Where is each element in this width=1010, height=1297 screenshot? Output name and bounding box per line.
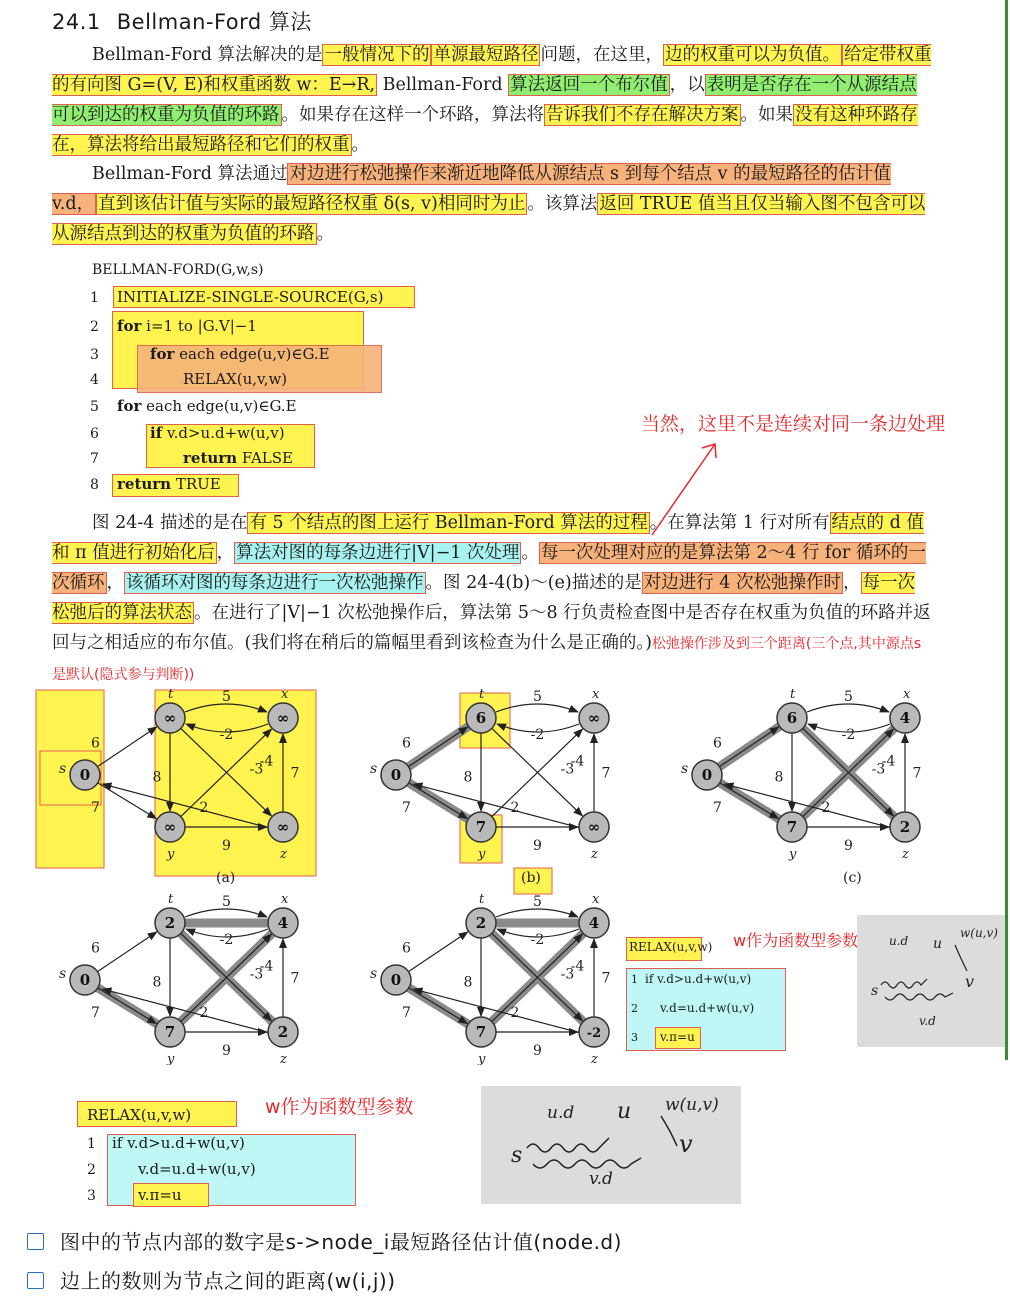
line-number: 5 [90,399,99,415]
algo-line [117,317,257,335]
algo-line [150,424,285,442]
node-name: z [902,847,909,862]
node-distance: 7 [786,818,798,836]
text: 图 24-4 描述的是在 [92,513,248,533]
edge [98,783,157,819]
edge-weight: 5 [844,689,853,705]
sketch-label: v.d [589,1169,613,1189]
node-distance: 7 [475,1023,487,1041]
edge-weight: -4 [881,753,896,770]
edge-weight: 2 [510,800,520,816]
node-distance: ∞ [163,709,177,727]
checkbox-icon[interactable] [27,1272,44,1289]
keyword: return [183,449,238,467]
line-number: 3 [87,1188,96,1204]
keyword: for [117,317,142,335]
edge-weight: 7 [601,970,611,987]
algo-line [183,449,293,467]
text: 。该算法 [527,194,598,214]
edge-weight: 9 [533,1043,542,1059]
highlight: 返回 TRUE 值当且仅当输入图不包含可以从源结点到达的权重为负值的环路 [52,194,926,244]
edge-weight: 5 [533,689,542,705]
text: 。在进行了|V|−1 次松弛操作后，算法第 5～8 行负责检查图中是否存在权重为负值的环路并返回与之相适应的布尔值。(我们将在稍后的篇幅里看到该检查为什么是正确的。) [52,603,931,653]
node-distance: 2 [277,1023,289,1041]
graph-(c) [681,687,921,862]
edge-weight: 8 [463,769,473,786]
node-distance: ∞ [276,818,290,836]
node-name: t [168,892,174,907]
highlight: 算法对图的每条边进行|V|−1 次处理 [236,543,520,563]
line-number: 1 [90,290,99,306]
edge-weight: 2 [199,1005,209,1021]
code-text: v.d>u.d+w(u,v) [162,424,285,442]
line-number: 4 [90,372,99,388]
node-name: y [478,847,486,862]
node-name: x [903,687,911,702]
node-name: t [790,687,796,702]
edge [97,932,156,972]
node-name: s [370,966,378,982]
node-distance: 2 [164,914,176,932]
sketch-label: u [933,936,943,952]
edge-weight: 7 [290,765,300,782]
edge-weight: 5 [222,689,231,705]
node-distance: -2 [586,1026,602,1041]
annotation-same-edge: 当然，这里不是连续对同一条边处理 [641,413,946,435]
code-text: each edge(u,v)∈G.E [174,345,330,363]
sketch-label: w(u,v) [665,1095,719,1115]
node-name: x [281,687,289,702]
edge-weight: -3 [560,966,575,983]
edge-weight: 5 [533,894,542,910]
graph-label-c: (c) [843,870,862,886]
node-name: t [479,687,485,702]
edge-weight: 6 [91,735,100,752]
line-number: 2 [631,1002,638,1015]
node-distance: ∞ [163,818,177,836]
node-name: z [591,847,598,862]
annotation-relax-distance: 松弛操作涉及到三个距离(三个点,其中源点s是默认(隐式参与判断)) [52,636,922,683]
sketch-label: v.d [919,1014,936,1028]
highlight: 每一次松弛后的算法状态 [52,573,916,623]
node-distance: ∞ [276,709,290,727]
highlight: 每一次处理对应的是算法第 2～4 行 for 循环的一次循环 [52,543,926,593]
edge-weight: 5 [222,894,231,910]
highlight: 表明是否存在一个从源结点可以到达的权重为负值的环路 [52,75,917,125]
line-number: 1 [87,1136,96,1152]
node-distance: 6 [786,709,798,727]
sketch-label: u.d [547,1103,575,1123]
edge-weight: -4 [259,753,274,770]
section-title [52,6,312,36]
sketch-label: v [965,972,975,991]
line-number: 7 [90,451,99,467]
highlight: 单源最短路径 [433,45,539,65]
node-distance: 6 [475,709,487,727]
edge [409,783,468,819]
highlight: 有 5 个结点的图上运行 Bellman-Ford 算法的过程 [249,513,648,533]
text: 。如果存在这样一个环路，算法将 [281,105,544,125]
text: 。 [351,135,369,155]
edge [807,704,889,712]
edge-weight: -3 [871,761,886,778]
line-number: 2 [90,319,99,335]
node-distance: 7 [164,1023,176,1041]
edge-weight: 8 [774,769,784,786]
relax-big-line: if v.d>u.d+w(u,v) [112,1134,245,1152]
node-distance: 0 [701,766,713,784]
edge [185,909,267,917]
node-distance: ∞ [587,818,601,836]
edge [496,909,578,917]
edge-weight: -2 [530,932,545,948]
sketch-label: v [679,1130,693,1158]
relax-small-title: RELAX(u,v,w) [629,940,713,954]
graph-(e) [370,892,610,1065]
graph-label-a: (a) [216,870,236,886]
highlight: 该循环对图的每条边进行一次松弛操作 [126,573,424,593]
highlight: 算法返回一个布尔值 [510,75,668,95]
edge-weight: 8 [152,769,162,786]
node-name: y [167,847,175,862]
text: 。如果 [740,105,793,125]
code-text: i=1 to |G.V|−1 [141,317,257,335]
edge-weight: -2 [219,727,234,743]
node-distance: 4 [588,914,600,932]
paragraph-relax [52,159,932,249]
node-name: y [478,1052,486,1065]
edge [719,727,778,767]
highlight: 没有这种环路存在，算法将给出最短路径和它们的权重 [52,105,918,155]
code-text: TRUE [171,475,221,493]
edge-weight: 7 [402,800,411,816]
edge-weight: -2 [841,727,856,743]
edge-weight: 6 [91,940,100,957]
edge-weight: 7 [713,800,722,816]
text: Bellman-Ford 算法解决的是 [92,45,323,65]
text: ， [106,573,124,593]
node-name: y [789,847,797,862]
graph-label-b: (b) [521,870,541,886]
highlight: 结点的 d 值和 π 值进行初始化后 [52,513,924,563]
edge-weight: -4 [259,958,274,975]
edge-weight: 9 [222,1043,231,1059]
highlight: 告诉我们不存在解决方案 [546,105,739,125]
node-name: t [479,892,485,907]
relax-big-title: RELAX(u,v,w) [87,1106,192,1124]
paragraph-intro [52,40,932,160]
edge-weight: 7 [402,1005,411,1021]
node-name: x [592,687,600,702]
section-number: 24.1 [52,10,101,34]
edge-weight: 7 [912,765,922,782]
edge-weight: 2 [510,1005,520,1021]
edge [720,783,779,819]
algo-line: RELAX(u,v,w) [183,370,288,388]
node-distance: 4 [277,914,289,932]
text: 。 [521,543,539,563]
edge-weight: 8 [463,974,473,991]
node-name: s [59,966,67,982]
relax-small-line: if v.d>u.d+w(u,v) [645,972,752,986]
node-distance: 7 [475,818,487,836]
line-number: 6 [90,426,99,442]
edge-weight: -4 [570,753,585,770]
edge-weight: -3 [249,966,264,983]
node-name: s [59,761,67,777]
keyword: if [150,424,163,442]
edge-weight: -3 [560,761,575,778]
edge-weight: 7 [91,1005,100,1021]
edge-weight: 2 [199,800,209,816]
algo-line [117,475,221,493]
highlight: 边的权重可以为负值。 [664,45,840,65]
section-heading: Bellman-Ford 算法 [116,10,312,34]
sketch-label: w(u,v) [960,926,998,940]
edge-weight: 9 [222,838,231,854]
highlight: 直到该估计值与实际的最短路径权重 δ(s, v)相同时为止 [98,194,526,214]
edge [97,727,156,767]
algo-header: BELLMAN-FORD(G,w,s) [92,262,264,278]
line-number: 3 [631,1031,638,1044]
node-distance: 0 [390,766,402,784]
node-distance: 2 [475,914,487,932]
relax-big-line: v.d=u.d+w(u,v) [138,1160,256,1178]
text: 问题，在这里， [540,45,663,65]
keyword: for [150,345,175,363]
node-name: z [280,847,287,862]
node-name: x [281,892,289,907]
edge [409,988,468,1024]
highlight: 给定带权重的有向图 G=(V, E)和权重函数 w：E→R, [52,45,932,95]
relax-small-line: v.π=u [660,1030,695,1044]
node-distance: 2 [899,818,911,836]
sketch-relax-big [481,1086,741,1204]
text: 。图 24-4(b)～(e)描述的是 [425,573,642,593]
code-text: each edge(u,v)∈G.E [141,397,297,415]
line-number: 8 [90,477,99,493]
node-distance: 0 [390,971,402,989]
edge-weight: 2 [821,800,831,816]
text: Bellman-Ford 算法通过 [92,164,288,184]
node-name: t [168,687,174,702]
node-distance: 0 [79,971,91,989]
relax-small-line: v.d=u.d+w(u,v) [660,1001,755,1015]
edge-weight: 9 [533,838,542,854]
algo-line: INITIALIZE-SINGLE-SOURCE(G,s) [117,288,384,306]
graph-(d) [59,892,299,1065]
node-name: s [370,761,378,777]
sketch-relax-small [857,915,1005,1047]
highlight: 对边进行 4 次松弛操作时 [643,573,842,593]
edge-weight: -2 [219,932,234,948]
text: Bellman-Ford [377,75,509,95]
edge [408,932,467,972]
edge-weight: 7 [290,970,300,987]
line-number: 3 [90,347,99,363]
text: ， [843,573,861,593]
edge-weight: 6 [402,940,411,957]
edge-weight: 8 [152,974,162,991]
sketch-label: u [617,1099,632,1124]
node-name: s [681,761,689,777]
text: ，以 [669,75,705,95]
annotation-w-function-2: w作为函数型参数 [265,1096,414,1118]
algo-line [117,397,297,415]
highlight: 一般情况下的 [324,45,430,65]
sketch-label: s [511,1143,523,1168]
graph-label-e: (e) [521,1058,541,1074]
annotation-w-function: w作为函数型参数 [733,931,859,950]
sketch-label: s [871,983,879,999]
text: ， [216,543,235,563]
keyword: for [117,397,142,415]
line-number: 2 [87,1162,96,1178]
edge-weight: 7 [91,800,100,816]
checklist-text: 边上的数则为节点之间的距离(w(i,j)) [60,1269,396,1293]
keyword: return [117,475,172,493]
node-name: z [280,1052,287,1065]
checklist-item[interactable] [27,1226,622,1255]
edge-weight: 9 [844,838,853,854]
edge [408,727,467,767]
edge-weight: -4 [570,958,585,975]
node-distance: 4 [899,709,911,727]
node-distance: ∞ [587,709,601,727]
text: 。 [316,224,334,244]
text: 。在算法第 1 行对所有 [649,513,830,533]
node-name: z [591,1052,598,1065]
checkbox-icon[interactable] [27,1233,44,1250]
sketch-label: u.d [889,934,909,948]
algo-line [150,345,330,363]
node-distance: 0 [79,766,91,784]
node-name: y [167,1052,175,1065]
checklist-item[interactable] [27,1265,396,1294]
graph-(b) [370,687,610,862]
edge-weight: 6 [713,735,722,752]
graph-label-d: (d) [216,1058,236,1074]
highlight: 对边进行松弛操作来渐近地降低从源结点 s 到每个结点 v 的最短路径的估计值 v.d， [52,164,891,214]
line-number: 1 [631,973,638,986]
code-text: FALSE [237,449,293,467]
edge-weight: 7 [601,765,611,782]
node-name: x [592,892,600,907]
paragraph-figure-desc [52,508,932,690]
edge [98,988,157,1024]
relax-big-line: v.π=u [138,1186,182,1204]
edge-weight: -2 [530,727,545,743]
edge-weight: -3 [249,761,264,778]
checklist-text: 图中的节点内部的数字是s->node_i最短路径估计值(node.d) [60,1230,622,1254]
edge-weight: 6 [402,735,411,752]
